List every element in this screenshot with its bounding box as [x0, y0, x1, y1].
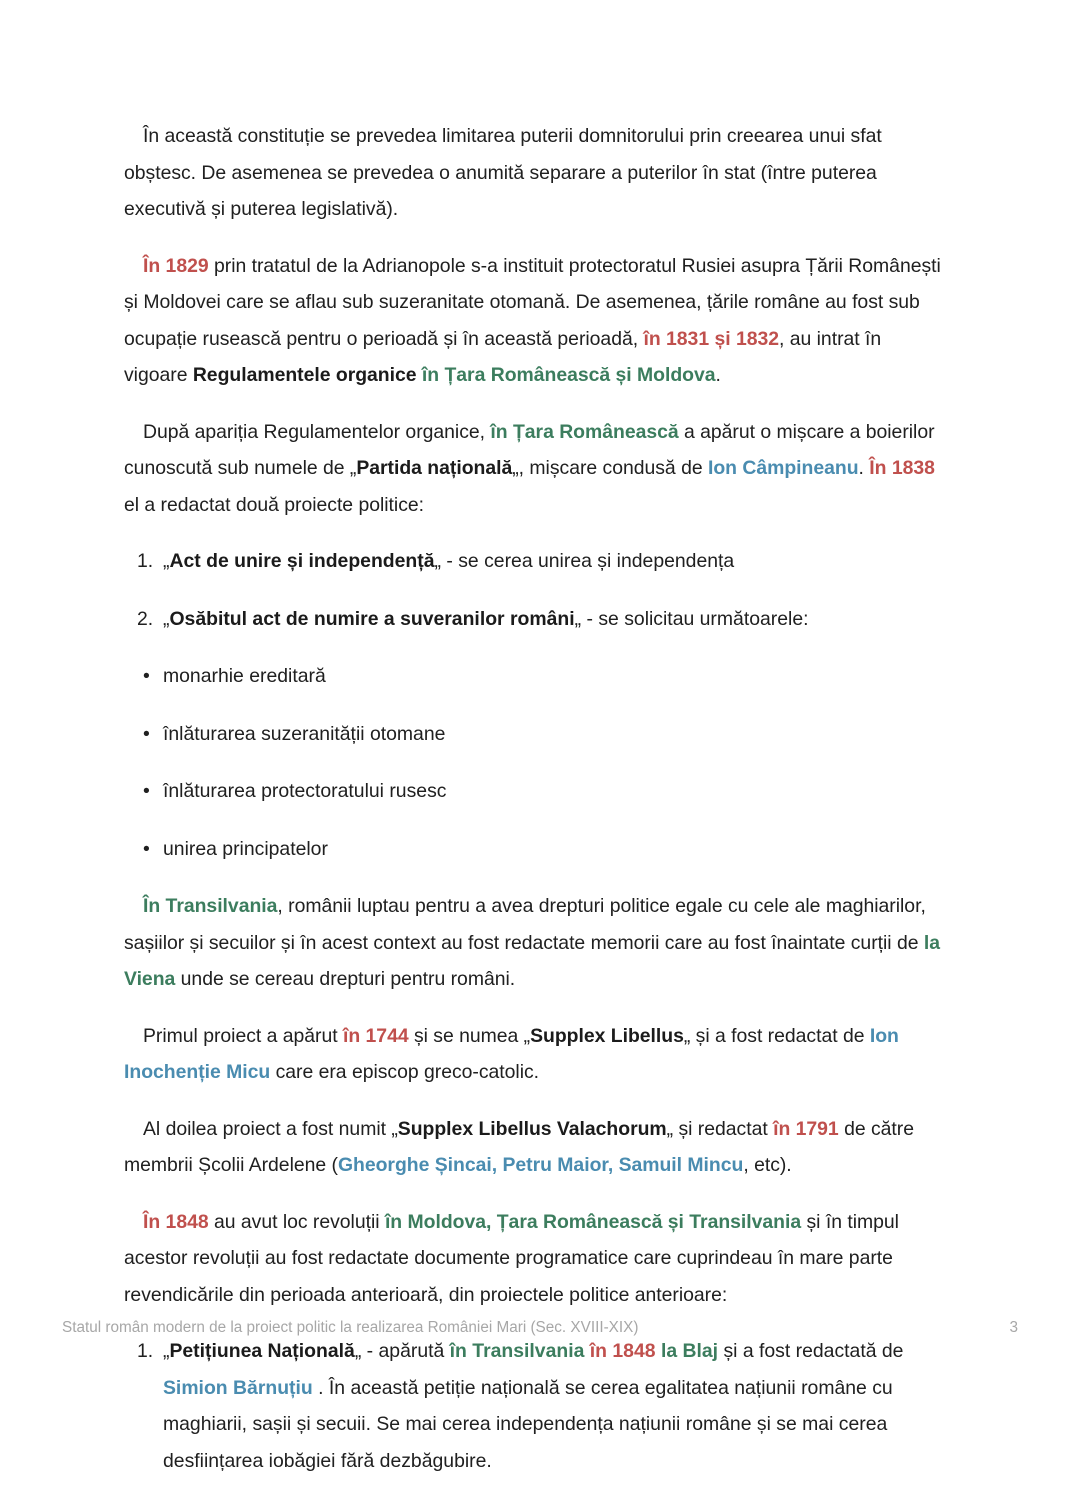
paragraph-text: , au intrat în vigoare	[124, 327, 882, 386]
paragraph-text: Al doilea proiect a fost numit „	[143, 1117, 398, 1140]
paragraph-text: și în timpul acestor revoluții au fost redactate documente programatice care cuprindeau în mare parte revendicările din perioada anterioară, din proiectele politice anterioare:	[124, 1210, 899, 1306]
person-ion-campineanu: Ion Câmpineanu	[707, 457, 859, 479]
place-tara-romaneasca: în Țara Românească	[490, 420, 679, 443]
quote-open: „	[163, 1340, 170, 1362]
paragraph-text: „ și redactat	[666, 1117, 774, 1140]
numbered-list-proiecte	[124, 543, 946, 637]
bulleted-list-cerinte	[124, 658, 946, 867]
paragraph-text: care era episcop greco-catolic.	[270, 1061, 540, 1083]
list-marker: 1.	[137, 550, 154, 572]
list-item-text: înlăturarea protectoratului rusesc	[163, 780, 447, 802]
bullet-icon: •	[143, 780, 150, 802]
term-supplex-libellus-valachorum: Supplex Libellus Valachorum	[397, 1117, 667, 1140]
person-ion-inochentie-micu: Ion Inochenție Micu	[124, 1024, 899, 1083]
list-item-text: monarhie ereditară	[163, 665, 326, 687]
paragraph-text: a apărut o mișcare a boierilor cunoscută sub numele de „	[124, 420, 935, 479]
paragraph-text: „ și a fost redactat de	[683, 1024, 870, 1047]
paragraph-text: .	[715, 364, 721, 386]
paragraph-text: și se numea „	[408, 1024, 531, 1047]
quote-close: „	[574, 607, 582, 630]
list-item	[124, 773, 946, 810]
place-blaj: la Blaj	[660, 1340, 719, 1362]
quote-open: „	[163, 607, 170, 630]
bullet-icon: •	[143, 665, 150, 687]
list-item	[124, 601, 946, 638]
paragraph-supplex-valachorum	[124, 1111, 946, 1184]
list-marker: 2.	[137, 607, 154, 630]
person-simion-barnutiu: Simion Bărnuțiu	[163, 1376, 313, 1399]
paragraph-text: prin tratatul de la Adrianopole s-a instituit protectoratul Rusiei asupra Țării Românești și Moldovei care se aflau sub suzeranitate otomană. De asemenea, țările române au fost sub ocupație rusească pentru o perioadă și în această perioadă,	[124, 254, 941, 350]
list-item	[124, 716, 946, 753]
list-item	[124, 831, 946, 868]
numbered-list-documente	[124, 1333, 946, 1479]
paragraph-revolutii-1848	[124, 1204, 946, 1314]
paragraph-partida-nationala	[124, 414, 946, 524]
term-supplex-libellus: Supplex Libellus	[530, 1024, 684, 1047]
list-item-title: Act de unire și independență	[169, 550, 435, 572]
place-transilvania: în Transilvania	[449, 1340, 585, 1362]
list-item-title: Petițiunea Națională	[169, 1340, 355, 1362]
quote-open: „	[163, 550, 170, 572]
document-body	[124, 118, 946, 1500]
bullet-icon: •	[143, 722, 150, 745]
quote-close: „	[354, 1340, 362, 1362]
footer-page-number: 3	[1009, 1319, 1018, 1336]
paragraph-text: Primul proiect a apărut	[143, 1024, 343, 1047]
term-partida-nationala: Partida națională	[356, 457, 513, 479]
paragraph-text: , românii luptau pentru a avea drepturi politice egale cu cele ale maghiarilor, sașiilor și secuilor și în acest context au fost redactate memorii care au fost înaintate curții de	[124, 895, 926, 954]
list-item	[124, 543, 946, 580]
date-1848: în 1848	[589, 1340, 656, 1362]
list-item-title: Osăbitul act de numire a suveranilor români	[169, 607, 575, 630]
list-item-text: înlăturarea suzeranității otomane	[163, 722, 446, 745]
paragraph-adrianopole	[124, 248, 946, 394]
paragraph-text: După apariția Regulamentelor organice,	[143, 420, 491, 443]
list-item-text: - se cerea unirea și independența	[441, 550, 735, 572]
quote-close: „	[434, 550, 441, 572]
footer-title: Statul român modern de la proiect politic la realizarea României Mari (Sec. XVIII-XIX)	[62, 1319, 639, 1336]
term-regulamentele-organice: Regulamentele organice	[192, 364, 417, 386]
paragraph-supplex-libellus	[124, 1018, 946, 1091]
place-transilvania: În Transilvania	[143, 895, 278, 917]
list-item-text: și a fost redactată de	[718, 1340, 904, 1362]
date-1831-1832: în 1831 și 1832	[643, 327, 780, 350]
paragraph-text: , etc).	[743, 1154, 792, 1176]
paragraph-text: de către membrii Școlii Ardelene (	[124, 1117, 914, 1176]
place-tara-romaneasca-moldova: în Țara Românească și Moldova	[421, 364, 716, 386]
list-item-text: . În această petiție națională se cerea egalitatea națiunii române cu maghiarii, sașii și secuii. Se mai cerea independența națiunii române și se mai cerea desființarea iobăgiei fără dezbăgubire.	[163, 1376, 893, 1472]
paragraph-text: În această constituție se prevedea limitarea puterii domnitorului prin creearea unui sfat obștesc. De asemenea se prevedea o anumită separare a puterilor în stat (între puterea executivă și puterea legislativă).	[124, 125, 882, 220]
place-viena: la Viena	[124, 931, 940, 990]
list-item	[124, 658, 946, 695]
place-moldova-tara-romaneasca-transilvania: în Moldova, Țara Românească și Transilvania	[384, 1210, 802, 1233]
list-item	[124, 1333, 946, 1479]
list-item-text: - apărută	[361, 1340, 450, 1362]
list-item-text: unirea principatelor	[163, 837, 328, 860]
bullet-icon: •	[143, 837, 150, 860]
list-marker: 1.	[137, 1340, 154, 1362]
date-1744: în 1744	[342, 1024, 409, 1047]
date-1848: În 1848	[143, 1210, 209, 1233]
date-1791: în 1791	[773, 1117, 839, 1140]
paragraph-text: unde se cereau drepturi pentru români.	[175, 968, 516, 990]
date-1838: În 1838	[869, 457, 935, 479]
page-footer	[62, 1318, 1018, 1338]
date-1829: În 1829	[143, 254, 209, 277]
paragraph-constitutie	[124, 118, 946, 228]
list-item-text: - se solicitau următoarele:	[581, 607, 809, 630]
paragraph-text: „, mișcare condusă de	[512, 457, 708, 479]
paragraph-text: au avut loc revoluții	[208, 1210, 385, 1233]
paragraph-transilvania	[124, 888, 946, 998]
paragraph-text: .	[858, 457, 870, 479]
paragraph-text: el a redactat două proiecte politice:	[124, 493, 425, 516]
person-list-scoala-ardeleana: Gheorghe Șincai, Petru Maior, Samuil Mincu	[337, 1154, 744, 1176]
